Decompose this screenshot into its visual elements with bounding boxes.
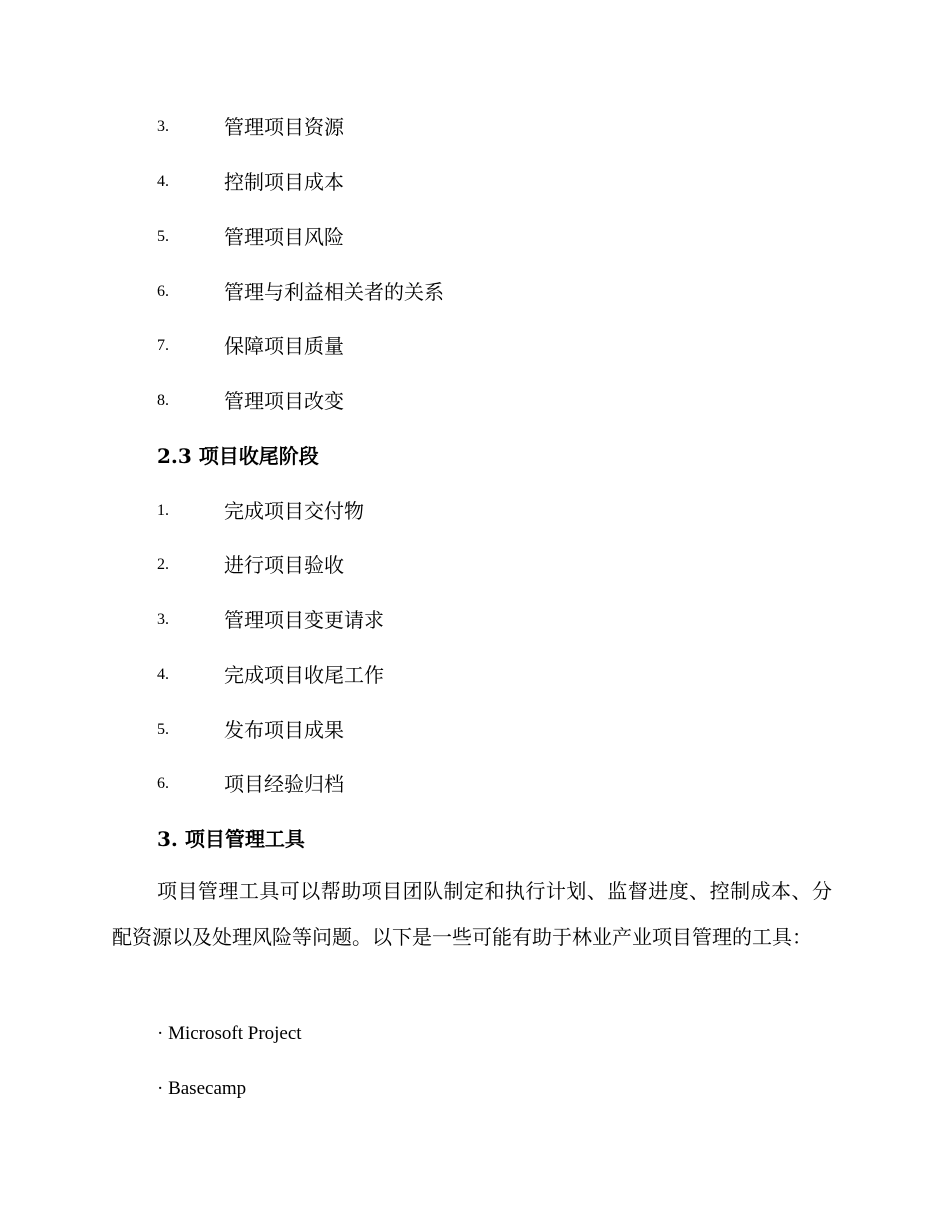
list-number: 3.	[157, 118, 169, 135]
list-number: 2.	[157, 556, 169, 573]
list-number: 4.	[157, 173, 169, 190]
list-number: 6.	[157, 775, 169, 792]
list-item-text: 完成项目交付物	[224, 499, 364, 523]
list-item-text: 完成项目收尾工作	[224, 663, 384, 687]
list-item-text: 管理与利益相关者的关系	[224, 280, 444, 304]
bullet-item: · Basecamp	[157, 1078, 247, 1099]
list-number: 7.	[157, 337, 169, 354]
list-item-text: 管理项目资源	[224, 115, 344, 139]
list-item-text: 管理项目变更请求	[224, 608, 384, 632]
list-number: 8.	[157, 392, 169, 409]
list-item-text: 项目经验归档	[224, 772, 344, 796]
list-item-text: 进行项目验收	[224, 553, 344, 577]
list-number: 4.	[157, 666, 169, 683]
list-number: 1.	[157, 502, 169, 519]
list-item-text: 保障项目质量	[224, 334, 344, 358]
section-heading: 3. 项目管理工具	[157, 827, 305, 851]
list-item-text: 管理项目风险	[224, 225, 344, 249]
list-item-text: 发布项目成果	[224, 718, 344, 742]
list-item-text: 管理项目改变	[224, 389, 344, 413]
section-heading: 2.3 项目收尾阶段	[157, 444, 319, 468]
list-number: 3.	[157, 611, 169, 628]
list-item-text: 控制项目成本	[224, 170, 344, 194]
bullet-item: · Microsoft Project	[157, 1023, 302, 1044]
list-number: 6.	[157, 283, 169, 300]
body-paragraph: 项目管理工具可以帮助项目团队制定和执行计划、监督进度、控制成本、分配资源以及处理风险等问题。以下是一些可能有助于林业产业项目管理的工具：	[112, 879, 832, 949]
list-number: 5.	[157, 721, 169, 738]
list-number: 5.	[157, 228, 169, 245]
